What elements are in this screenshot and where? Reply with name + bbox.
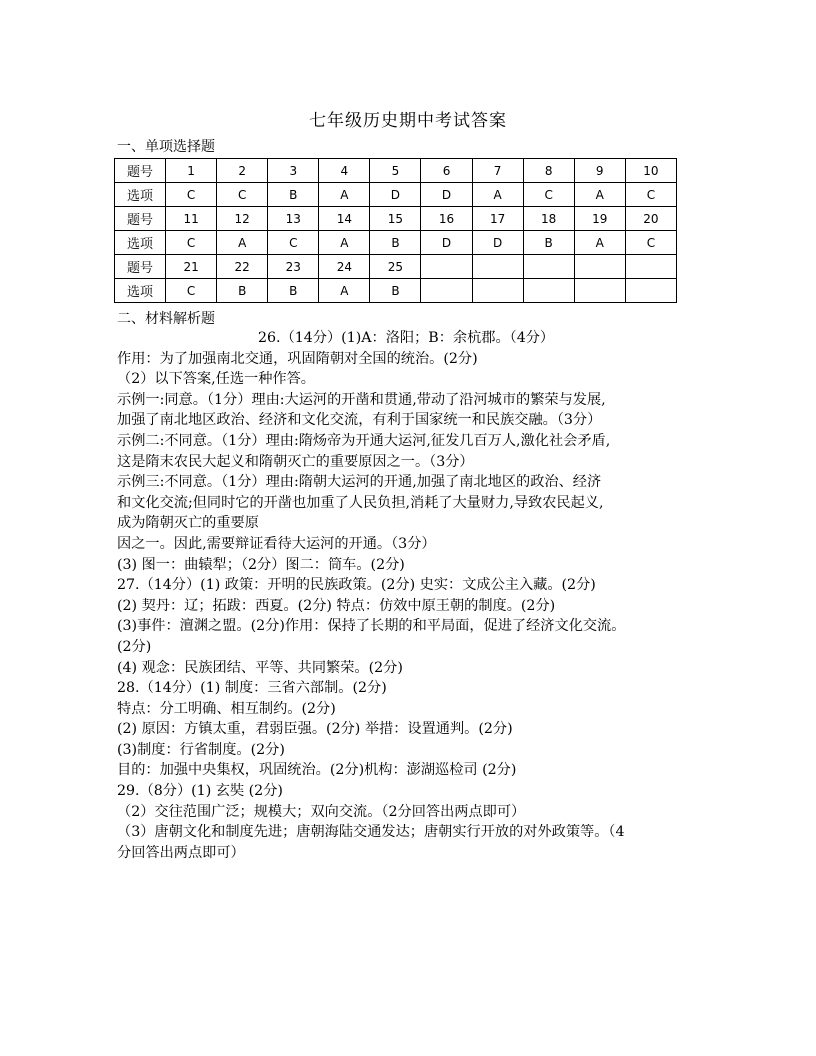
- question-number-cell: 8: [523, 159, 574, 183]
- answer-table: [114, 158, 677, 303]
- question-number-cell: 20: [625, 207, 676, 231]
- answer-option-cell: [574, 279, 625, 303]
- answer-line: 示例二:不同意。（1分）理由:隋炀帝为开通大运河,征发几百万人,激化社会矛盾,: [117, 432, 611, 449]
- answer-line: 作用：为了加强南北交通，巩固隋朝对全国的统治。(2分): [117, 350, 478, 367]
- answer-line: 示例一:同意。（1分）理由:大运河的开凿和贯通,带动了沿河城市的繁荣与发展,: [117, 391, 606, 408]
- answer-option-cell: [472, 279, 523, 303]
- row-label: 题号: [115, 159, 166, 183]
- answer-option-cell: C: [217, 183, 268, 207]
- answer-line: 和文化交流;但同时它的开凿也加重了人民负担,消耗了大量财力,导致农民起义,: [117, 494, 604, 511]
- answer-option-cell: A: [319, 183, 370, 207]
- answer-option-cell: A: [217, 231, 268, 255]
- answer-option-cell: B: [268, 183, 319, 207]
- question-number-cell: [523, 255, 574, 279]
- answer-option-cell: D: [370, 183, 421, 207]
- answer-option-cell: C: [625, 231, 676, 255]
- question-number-cell: [574, 255, 625, 279]
- answer-option-cell: A: [574, 231, 625, 255]
- question-number-cell: 14: [319, 207, 370, 231]
- table-row: [115, 279, 677, 303]
- question-number-cell: 6: [421, 159, 472, 183]
- answer-option-cell: C: [625, 183, 676, 207]
- answer-option-cell: [421, 279, 472, 303]
- question-number-cell: 16: [421, 207, 472, 231]
- question-number-cell: 1: [166, 159, 217, 183]
- table-row: [115, 183, 677, 207]
- question-number-cell: 2: [217, 159, 268, 183]
- answer-line: 成为隋朝灭亡的重要原: [117, 515, 259, 532]
- row-label: 选项: [115, 231, 166, 255]
- question-number-cell: 24: [319, 255, 370, 279]
- answer-line: 26.（14分）(1)A：洛阳；B：余杭郡。（4分）: [258, 330, 555, 346]
- row-label: 选项: [115, 279, 166, 303]
- answer-line: 这是隋末农民大起义和隋朝灭亡的重要原因之一。（3分）: [117, 453, 474, 470]
- answer-option-cell: [523, 279, 574, 303]
- question-number-cell: 10: [625, 159, 676, 183]
- answer-line: (4) 观念：民族团结、平等、共同繁荣。(2分): [117, 659, 403, 676]
- question-number-cell: 23: [268, 255, 319, 279]
- answer-body: [117, 328, 707, 863]
- question-number-cell: 15: [370, 207, 421, 231]
- question-number-cell: [472, 255, 523, 279]
- answer-line: 目的：加强中央集权，巩固统治。(2分)机构：澎湖巡检司 (2分): [117, 762, 517, 779]
- question-number-cell: 7: [472, 159, 523, 183]
- answer-option-cell: A: [472, 183, 523, 207]
- answer-line: (3)制度：行省制度。(2分): [117, 741, 285, 758]
- answer-line: 28.（14分）(1) 制度：三省六部制。(2分): [117, 680, 387, 697]
- question-number-cell: 17: [472, 207, 523, 231]
- question-number-cell: 18: [523, 207, 574, 231]
- answer-line: (3)事件：澶渊之盟。(2分)作用：保持了长期的和平局面，促进了经济文化交流。: [117, 618, 626, 635]
- table-row: [115, 159, 677, 183]
- question-number-cell: [421, 255, 472, 279]
- table-row: [115, 231, 677, 255]
- answer-line: 29.（8分）(1) 玄奘 (2分): [117, 783, 283, 800]
- row-label: 题号: [115, 207, 166, 231]
- question-number-cell: 9: [574, 159, 625, 183]
- answer-line: 特点：分工明确、相互制约。(2分): [117, 700, 336, 717]
- answer-option-cell: C: [523, 183, 574, 207]
- section-heading-analysis: 二、材料解析题: [117, 311, 215, 327]
- answer-option-cell: B: [217, 279, 268, 303]
- answer-option-cell: D: [421, 231, 472, 255]
- question-number-cell: 19: [574, 207, 625, 231]
- answer-line: 27.（14分）(1) 政策：开明的民族政策。(2分) 史实：文成公主入藏。(2分): [117, 577, 596, 594]
- answer-option-cell: A: [574, 183, 625, 207]
- question-number-cell: 5: [370, 159, 421, 183]
- answer-line: （2）交往范围广泛；规模大；双向交流。（2分回答出两点即可）: [117, 803, 526, 820]
- answer-option-cell: B: [523, 231, 574, 255]
- answer-line: （3）唐朝文化和制度先进；唐朝海陆交通发达；唐朝实行开放的对外政策等。（4: [117, 824, 625, 841]
- answer-option-cell: C: [166, 183, 217, 207]
- question-number-cell: [625, 255, 676, 279]
- answer-line: （2）以下答案,任选一种作答。: [117, 371, 315, 388]
- answer-option-cell: B: [370, 279, 421, 303]
- answer-line: (2) 契丹：辽；拓跋：西夏。(2分) 特点：仿效中原王朝的制度。(2分): [117, 597, 556, 614]
- row-label: 选项: [115, 183, 166, 207]
- question-number-cell: 12: [217, 207, 268, 231]
- section-heading-choice: 一、单项选择题: [117, 139, 215, 155]
- answer-option-cell: B: [370, 231, 421, 255]
- answer-line: (2分): [117, 638, 152, 655]
- answer-option-cell: C: [268, 231, 319, 255]
- answer-option-cell: D: [472, 231, 523, 255]
- answer-option-cell: A: [319, 231, 370, 255]
- answer-option-cell: B: [268, 279, 319, 303]
- question-number-cell: 13: [268, 207, 319, 231]
- answer-line: 加强了南北地区政治、经济和文化交流，有利于国家统一和民族交融。（3分）: [117, 412, 602, 429]
- answer-line: 因之一。因此,需要辩证看待大运河的开通。（3分）: [117, 535, 436, 552]
- answer-line: 分回答出两点即可）: [117, 844, 245, 861]
- answer-line: 示例三:不同意。（1分）理由:隋朝大运河的开通,加强了南北地区的政治、经济: [117, 474, 602, 491]
- question-number-cell: 4: [319, 159, 370, 183]
- answer-line: (3) 图一：曲辕犁；（2分）图二：筒车。(2分): [117, 556, 405, 573]
- question-number-cell: 25: [370, 255, 421, 279]
- question-number-cell: 11: [166, 207, 217, 231]
- table-row: [115, 207, 677, 231]
- answer-option-cell: D: [421, 183, 472, 207]
- question-number-cell: 3: [268, 159, 319, 183]
- answer-line: (2) 原因：方镇太重，君弱臣强。(2分) 举措：设置通判。(2分): [117, 721, 513, 738]
- answer-option-cell: C: [166, 279, 217, 303]
- page-title: 七年级历史期中考试答案: [309, 111, 507, 131]
- answer-option-cell: A: [319, 279, 370, 303]
- table-row: [115, 255, 677, 279]
- answer-option-cell: C: [166, 231, 217, 255]
- answer-option-cell: [625, 279, 676, 303]
- question-number-cell: 21: [166, 255, 217, 279]
- row-label: 题号: [115, 255, 166, 279]
- question-number-cell: 22: [217, 255, 268, 279]
